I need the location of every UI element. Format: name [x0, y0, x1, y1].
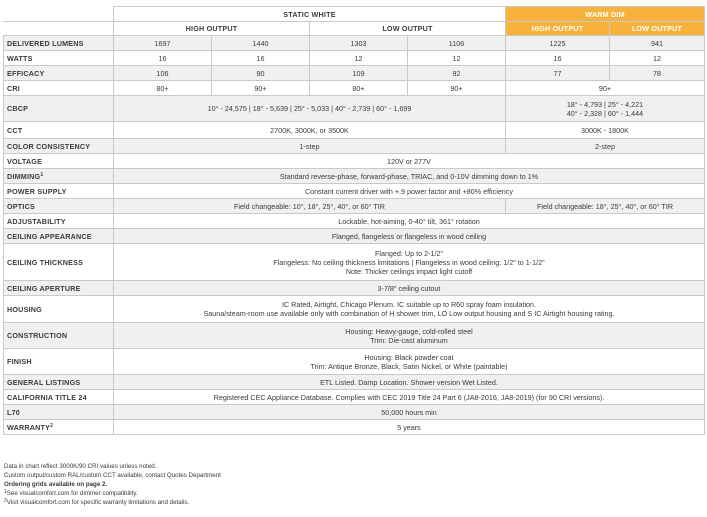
- cell: 5 years: [114, 420, 705, 435]
- cell: 941: [610, 36, 705, 51]
- row-california-title-24: [4, 390, 705, 405]
- cell: 12: [310, 51, 408, 66]
- footnote-1: [4, 489, 221, 498]
- row-general-listings: [4, 375, 705, 390]
- row-label: CALIFORNIA TITLE 24: [4, 390, 114, 405]
- row-label-text: DIMMING: [7, 171, 41, 181]
- cell: 1697: [114, 36, 212, 51]
- spec-table: [3, 6, 705, 435]
- footnote-text: Visit visualcomfort.com for specific warranty limitations and details.: [6, 499, 190, 506]
- row-label: WATTS: [4, 51, 114, 66]
- static-white-header: STATIC WHITE: [114, 7, 506, 22]
- row-label: VOLTAGE: [4, 154, 114, 169]
- cell: 90+: [408, 81, 506, 96]
- row-construction: [4, 323, 705, 349]
- footnote-mark: 1: [4, 489, 7, 495]
- cell-line: Sauna/steam-room use available only with combination of H shower trim, LO Low output housing and S IC Airtight housing rating.: [203, 309, 615, 318]
- row-warranty: [4, 420, 705, 435]
- cbcp-warm-line: 18° - 4,793 | 25° - 4,221: [566, 99, 644, 109]
- cell: Standard reverse-phase, forward-phase, TRIAC, and 0-10V dimming down to 1%: [114, 169, 705, 184]
- row-power-supply: [4, 184, 705, 199]
- static-low-output-header: LOW OUTPUT: [310, 22, 506, 36]
- row-label: CBCP: [4, 96, 114, 122]
- cell: 2700K, 3000K, or 3500K: [114, 122, 506, 139]
- row-label: FINISH: [4, 349, 114, 375]
- cell: 77: [506, 66, 610, 81]
- cell: 1303: [310, 36, 408, 51]
- cbcp-warm-line: 40° - 2,328 | 60° - 1,444: [566, 108, 644, 118]
- row-label: [4, 420, 114, 435]
- row-housing: [4, 296, 705, 323]
- cell: 12: [610, 51, 705, 66]
- cell: 90+: [212, 81, 310, 96]
- cell: 10° - 24,575 | 18° - 5,639 | 25° - 5,033 | 40° - 2,739 | 60° - 1,699: [114, 96, 506, 122]
- row-voltage: [4, 154, 705, 169]
- cell: 109: [310, 66, 408, 81]
- row-label: CCT: [4, 122, 114, 139]
- cell: 3-7/8" ceiling cutout: [114, 281, 705, 296]
- row-ceiling-appearance: [4, 229, 705, 244]
- cell: Flanged, flangeless or flangeless in wood ceiling: [114, 229, 705, 244]
- corner-cell: [4, 22, 114, 36]
- row-cbcp: [4, 96, 705, 122]
- row-color-consistency: [4, 139, 705, 154]
- cell-line: Housing: Black powder coat: [364, 352, 454, 362]
- warm-low-output-header: LOW OUTPUT: [610, 22, 705, 36]
- footnote-2: [4, 498, 221, 507]
- cell: ETL Listed. Damp Location. Shower version Wet Listed.: [114, 375, 705, 390]
- row-cri: [4, 81, 705, 96]
- note-line-bold: Ordering grids available on page 2.: [4, 481, 108, 488]
- row-efficacy: [4, 66, 705, 81]
- row-adjustability: [4, 214, 705, 229]
- cell: [114, 296, 705, 323]
- row-label: ADJUSTABILITY: [4, 214, 114, 229]
- row-label: EFFICACY: [4, 66, 114, 81]
- warm-dim-header: WARM DIM: [506, 7, 705, 22]
- note-line: Data in chart reflect 3000K/90 CRI values unless noted.: [4, 463, 157, 470]
- footnote-text: See visualcomfort.com for dimmer compatibility.: [6, 490, 138, 497]
- cell: 90+: [506, 81, 705, 96]
- cell: 92: [408, 66, 506, 81]
- row-delivered-lumens: [4, 36, 705, 51]
- row-label: CONSTRUCTION: [4, 323, 114, 349]
- warm-high-output-header: HIGH OUTPUT: [506, 22, 610, 36]
- cell: 50,000 hours min: [114, 405, 705, 420]
- cell: 80+: [114, 81, 212, 96]
- corner-cell: [4, 7, 114, 22]
- row-label: CEILING THICKNESS: [4, 244, 114, 281]
- cell: 90: [212, 66, 310, 81]
- cell: Registered CEC Appliance Database. Complies with CEC 2019 Title 24 Part 6 (JA8-2016, JA8-2019) (for 90 CRI versions).: [114, 390, 705, 405]
- row-label: POWER SUPPLY: [4, 184, 114, 199]
- row-label: DELIVERED LUMENS: [4, 36, 114, 51]
- cell: 16: [506, 51, 610, 66]
- cell-line: Flanged: Up to 2-1/2": [374, 248, 444, 258]
- cell: Field changeable: 18°, 25°, 40°, or 60° TIR: [506, 199, 705, 214]
- row-watts: [4, 51, 705, 66]
- cell: Field changeable: 10°, 18°, 25°, 40°, or 60° TIR: [114, 199, 506, 214]
- footnotes: [4, 462, 221, 507]
- row-ceiling-thickness: [4, 244, 705, 281]
- cell-line: IC Rated, Airtight, Chicago Plenum. IC suitable up to R60 spray foam insulation.: [281, 300, 537, 309]
- row-dimming: [4, 169, 705, 184]
- row-l70: [4, 405, 705, 420]
- cell: 1225: [506, 36, 610, 51]
- cell: [114, 244, 705, 281]
- row-label: HOUSING: [4, 296, 114, 323]
- static-high-output-header: HIGH OUTPUT: [114, 22, 310, 36]
- cell-line: Flangeless: No ceiling thickness limitations | Flangeless in wood ceiling: 1/2" to 1-1/2": [273, 257, 545, 267]
- cell: 1440: [212, 36, 310, 51]
- cell: [506, 96, 705, 122]
- row-label: L70: [4, 405, 114, 420]
- footnote-mark: 2: [4, 498, 7, 504]
- row-label: CEILING APPEARANCE: [4, 229, 114, 244]
- cell: [114, 323, 705, 349]
- cell-line: Trim: Die-cast aluminum: [370, 335, 448, 345]
- note-line: Custom output/custom RAL/custom CCT available, contact Quotes Department: [4, 472, 221, 479]
- cell: 1-step: [114, 139, 506, 154]
- cell: 3000K - 1800K: [506, 122, 705, 139]
- cell-line: Housing: Heavy-gauge, cold-rolled steel: [345, 326, 473, 336]
- footnote-mark: 2: [50, 422, 54, 429]
- cell: 12: [408, 51, 506, 66]
- cell-line: Note: Thicker ceilings impact light cutoff: [345, 266, 473, 276]
- cell: Constant current driver with +.9 power factor and +80% efficiency: [114, 184, 705, 199]
- row-label: OPTICS: [4, 199, 114, 214]
- cell: [114, 349, 705, 375]
- cell: 16: [212, 51, 310, 66]
- cell: 1106: [408, 36, 506, 51]
- row-label: CRI: [4, 81, 114, 96]
- cell: 78: [610, 66, 705, 81]
- cell: 2-step: [506, 139, 705, 154]
- cell: 120V or 277V: [114, 154, 705, 169]
- row-ceiling-aperture: [4, 281, 705, 296]
- row-optics: [4, 199, 705, 214]
- row-label: CEILING APERTURE: [4, 281, 114, 296]
- row-label: COLOR CONSISTENCY: [4, 139, 114, 154]
- footnote-mark: 1: [40, 171, 44, 178]
- cell: 106: [114, 66, 212, 81]
- row-finish: [4, 349, 705, 375]
- cell-line: Trim: Antique Bronze, Black, Satin Nickel, or White (paintable): [310, 361, 508, 371]
- cell: 80+: [310, 81, 408, 96]
- row-label: GENERAL LISTINGS: [4, 375, 114, 390]
- cell: Lockable, hot-aiming, 0-40° tilt, 361° rotation: [114, 214, 705, 229]
- row-label-text: WARRANTY: [7, 422, 51, 432]
- row-cct: [4, 122, 705, 139]
- cell: 16: [114, 51, 212, 66]
- row-label: [4, 169, 114, 184]
